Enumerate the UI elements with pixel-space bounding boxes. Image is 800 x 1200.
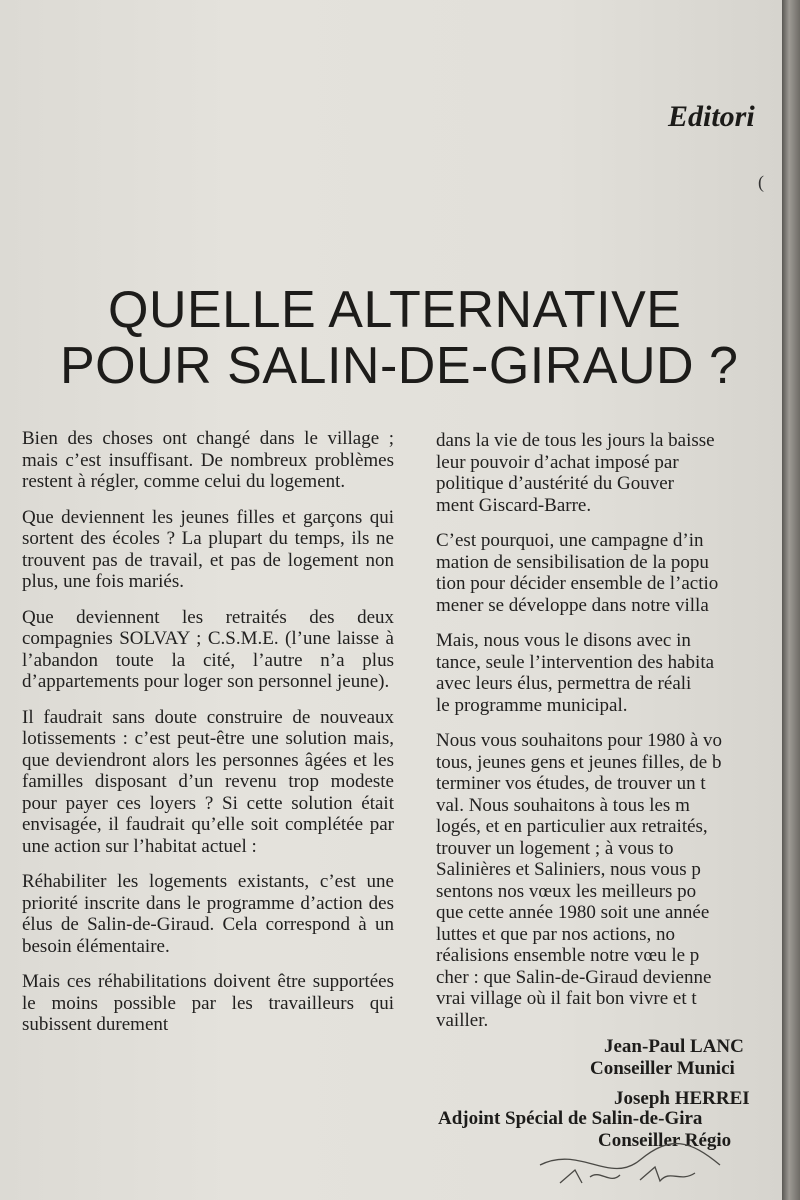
left-column (22, 428, 394, 1050)
signature-name-1: Jean-Paul LANC (604, 1036, 744, 1057)
paragraph: Il faudrait sans doute construire de nouveaux lotissements : c’est peut-être une solution mais, que deviendront alors les personnes âgées et les familles disposant d’un revenu trop modeste pour payer ces loyers ? Si cette solution était envisagée, il faudrait qu’elle soit complétée par une action sur l’habitat actuel : (22, 706, 394, 857)
text-line: cher : que Salin-de-Giraud devienne (436, 966, 712, 988)
text-line: le programme municipal. (436, 694, 628, 716)
paragraph: Réhabiliter les logements existants, c’est une priorité inscrite dans le programme d’action des élus de Salin-de-Giraud. Cela correspond à un besoin élémentaire. (22, 871, 394, 957)
text-line: Nous vous souhaitons pour 1980 à vo (436, 730, 723, 751)
signature-name-2: Joseph HERREI (614, 1088, 750, 1109)
text-line: ment Giscard-Barre. (436, 494, 592, 516)
text-line: terminer vos études, de trouver un t (436, 773, 706, 794)
text-line: dans la vie de tous les jours la baisse (436, 430, 715, 451)
text-line: leur pouvoir d’achat imposé par (436, 451, 679, 473)
section-label: Editori (668, 100, 755, 133)
text-line: Mais, nous vous le disons avec in (436, 630, 691, 651)
signature-role-1: Conseiller Munici (590, 1058, 735, 1079)
text-line: mation de sensibilisation de la popu (436, 551, 709, 573)
paragraph (436, 730, 784, 1031)
right-column (436, 430, 784, 1045)
title-line-1: QUELLE ALTERNATIVE (108, 281, 682, 339)
text-line: que cette année 1980 soit une année (436, 902, 710, 923)
text-line: tous, jeunes gens et jeunes filles, de b (436, 751, 722, 773)
text-line: val. Nous souhaitons à tous les m (436, 794, 690, 816)
text-line: tion pour décider ensemble de l’actio (436, 573, 719, 594)
text-line: tance, seule l’intervention des habita (436, 651, 715, 673)
paragraph (436, 530, 784, 616)
text-line: mener se développe dans notre villa (436, 594, 709, 616)
paragraph: Bien des choses ont changé dans le village ; mais c’est insuffisant. De nombreux problèmes restent à régler, comme celui du logement. (22, 428, 394, 492)
text-line: réalisions ensemble notre vœu le p (436, 945, 700, 966)
paragraph (436, 430, 784, 516)
text-line: vrai village où il fait bon vivre et t (436, 988, 697, 1009)
section-mark: ( (758, 172, 764, 192)
signature-role-2b: Conseiller Régio (598, 1130, 732, 1151)
text-line: C’est pourquoi, une campagne d’in (436, 530, 704, 551)
title-line-2: POUR SALIN-DE-GIRAUD ? (60, 337, 739, 395)
signature-role-2a: Adjoint Spécial de Salin-de-Gira (438, 1108, 703, 1129)
text-line: politique d’austérité du Gouver (436, 473, 674, 494)
paragraph: Que deviennent les retraités des deux compagnies SOLVAY ; C.S.M.E. (l’une laisse à l’abandon toute la cité, l’autre n’a plus d’appartements pour loger son personnel jeune). (22, 606, 394, 692)
text-line: luttes et que par nos actions, no (436, 923, 676, 945)
text-line: Salinières et Saliniers, nous vous p (436, 859, 701, 880)
paragraph: Mais ces réhabilitations doivent être supportées le moins possible par les travailleurs qui subissent durement (22, 971, 394, 1035)
text-line: logés, et en particulier aux retraités, (436, 816, 708, 837)
text-line: sentons nos vœux les meilleurs po (436, 880, 697, 902)
text-line: avec leurs élus, permettra de réali (436, 673, 692, 694)
paragraph (436, 630, 784, 716)
handwritten-scribble (520, 1125, 770, 1195)
text-line: vailler. (436, 1009, 489, 1031)
page-edge (782, 0, 800, 1200)
text-line: trouver un logement ; à vous to (436, 837, 674, 859)
paragraph: Que deviennent les jeunes filles et garçons qui sortent des écoles ? La plupart du temps, ils ne trouvent pas de travail, et pas de logement non plus, une fois mariés. (22, 506, 394, 592)
